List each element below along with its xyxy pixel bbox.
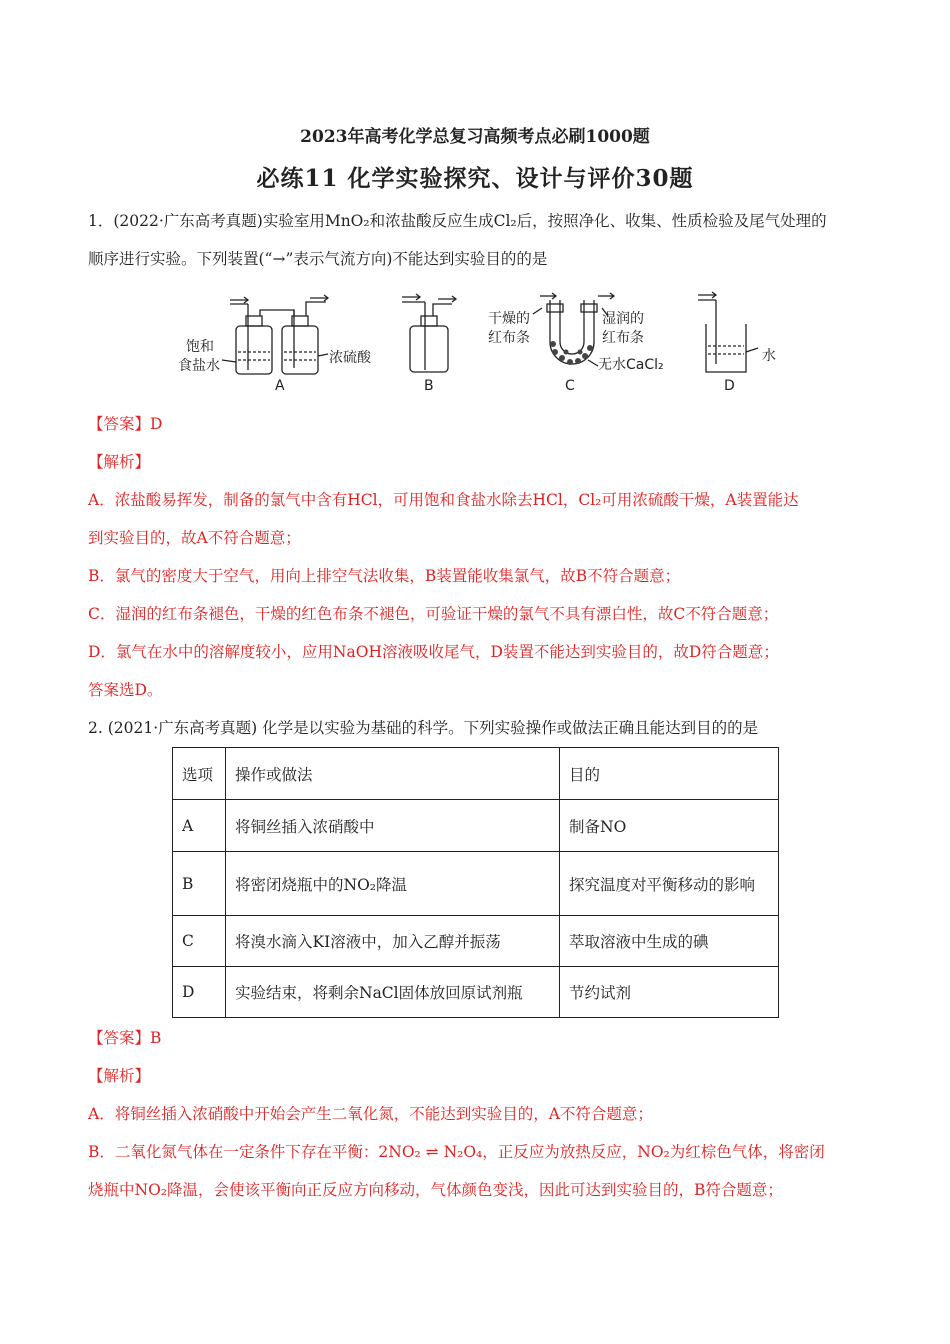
q1-analysis-d: D．氯气在水中的溶解度较小，应用NaOH溶液吸收尾气，D装置不能达到实验目的，故D符合题意； <box>88 643 779 661</box>
label-saturated: 饱和 <box>186 339 214 355</box>
q2-analysis-a: A．将铜丝插入浓硝酸中开始会产生二氧化氮，不能达到实验目的，A不符合题意； <box>88 1105 653 1123</box>
table-cell: 萃取溶液中生成的碘 <box>560 916 779 967</box>
table-cell: 探究温度对平衡移动的影响 <box>560 852 779 916</box>
table-row <box>173 800 779 852</box>
table-cell: B <box>173 852 226 916</box>
label-cacl2: 无水CaCl₂ <box>598 357 664 373</box>
table-cell: C <box>173 916 226 967</box>
label-wet: 湿润的 <box>602 311 644 327</box>
table-cell: D <box>173 967 226 1018</box>
label-dry: 干燥的 <box>488 311 530 327</box>
table-cell: 节约试剂 <box>560 967 779 1018</box>
table-cell: 将溴水滴入KI溶液中，加入乙醇并振荡 <box>226 916 560 967</box>
q1-analysis-b: B．氯气的密度大于空气，用向上排空气法收集，B装置能收集氯气，故B不符合题意； <box>88 567 681 585</box>
table-header-row <box>173 748 779 800</box>
table-cell: 制备NO <box>560 800 779 852</box>
table-cell: 将铜丝插入浓硝酸中 <box>226 800 560 852</box>
q2-analysis-title: 【解析】 <box>88 1067 151 1085</box>
q2-analysis-b2: 烧瓶中NO₂降温，会使该平衡向正反应方向移动，气体颜色变浅，因此可达到实验目的，B符合题意； <box>88 1181 783 1199</box>
q2-analysis-b1: B．二氧化氮气体在一定条件下存在平衡：2NO₂ ⇌ N₂O₄，正反应为放热反应，NO₂为红棕色气体，将密闭 <box>88 1143 825 1161</box>
table-cell: A <box>173 800 226 852</box>
q2-stem: 2. (2021·广东高考真题) 化学是以实验为基础的科学。下列实验操作或做法正确且能达到目的的是 <box>88 719 759 737</box>
table-row <box>173 916 779 967</box>
q1-answer: 【答案】D <box>88 415 163 433</box>
table-header: 目的 <box>560 748 779 800</box>
table-row <box>173 967 779 1018</box>
caption-a: A <box>275 378 285 394</box>
q1-analysis-a1: A．浓盐酸易挥发，制备的氯气中含有HCl，可用饱和食盐水除去HCl，Cl₂可用浓硫酸干燥，A装置能达 <box>88 491 799 509</box>
label-conc-sulfuric: 浓硫酸 <box>329 350 371 366</box>
table-header: 选项 <box>173 748 226 800</box>
label-red-cloth-wet: 红布条 <box>602 330 644 346</box>
q1-stem-line2: 顺序进行实验。下列装置(“→”表示气流方向)不能达到实验目的的是 <box>88 250 548 268</box>
label-red-cloth-dry: 红布条 <box>488 330 530 346</box>
apparatus-figure <box>170 290 790 400</box>
label-water: 水 <box>762 348 776 364</box>
q1-analysis-conclusion: 答案选D。 <box>88 681 163 699</box>
table-header: 操作或做法 <box>226 748 560 800</box>
document-title: 2023年高考化学总复习高频考点必刷1000题 <box>300 127 650 147</box>
caption-b: B <box>424 378 434 394</box>
table-cell: 实验结束，将剩余NaCl固体放回原试剂瓶 <box>226 967 560 1018</box>
label-brine: 食盐水 <box>178 358 220 374</box>
table-row <box>173 852 779 916</box>
q1-analysis-title: 【解析】 <box>88 453 151 471</box>
table-cell: 将密闭烧瓶中的NO₂降温 <box>226 852 560 916</box>
q1-analysis-a2: 到实验目的，故A不符合题意； <box>88 529 301 547</box>
options-table <box>172 747 779 1018</box>
q1-analysis-c: C．湿润的红布条褪色，干燥的红色布条不褪色，可验证干燥的氯气不具有漂白性，故C不符合题意； <box>88 605 779 623</box>
caption-c: C <box>565 378 575 394</box>
q1-stem-line1: 1．(2022·广东高考真题)实验室用MnO₂和浓盐酸反应生成Cl₂后，按照净化、收集、性质检验及尾气处理的 <box>88 212 827 230</box>
section-title: 必练11 化学实验探究、设计与评价30题 <box>256 165 694 192</box>
q2-answer: 【答案】B <box>88 1029 162 1047</box>
caption-d: D <box>724 378 735 394</box>
